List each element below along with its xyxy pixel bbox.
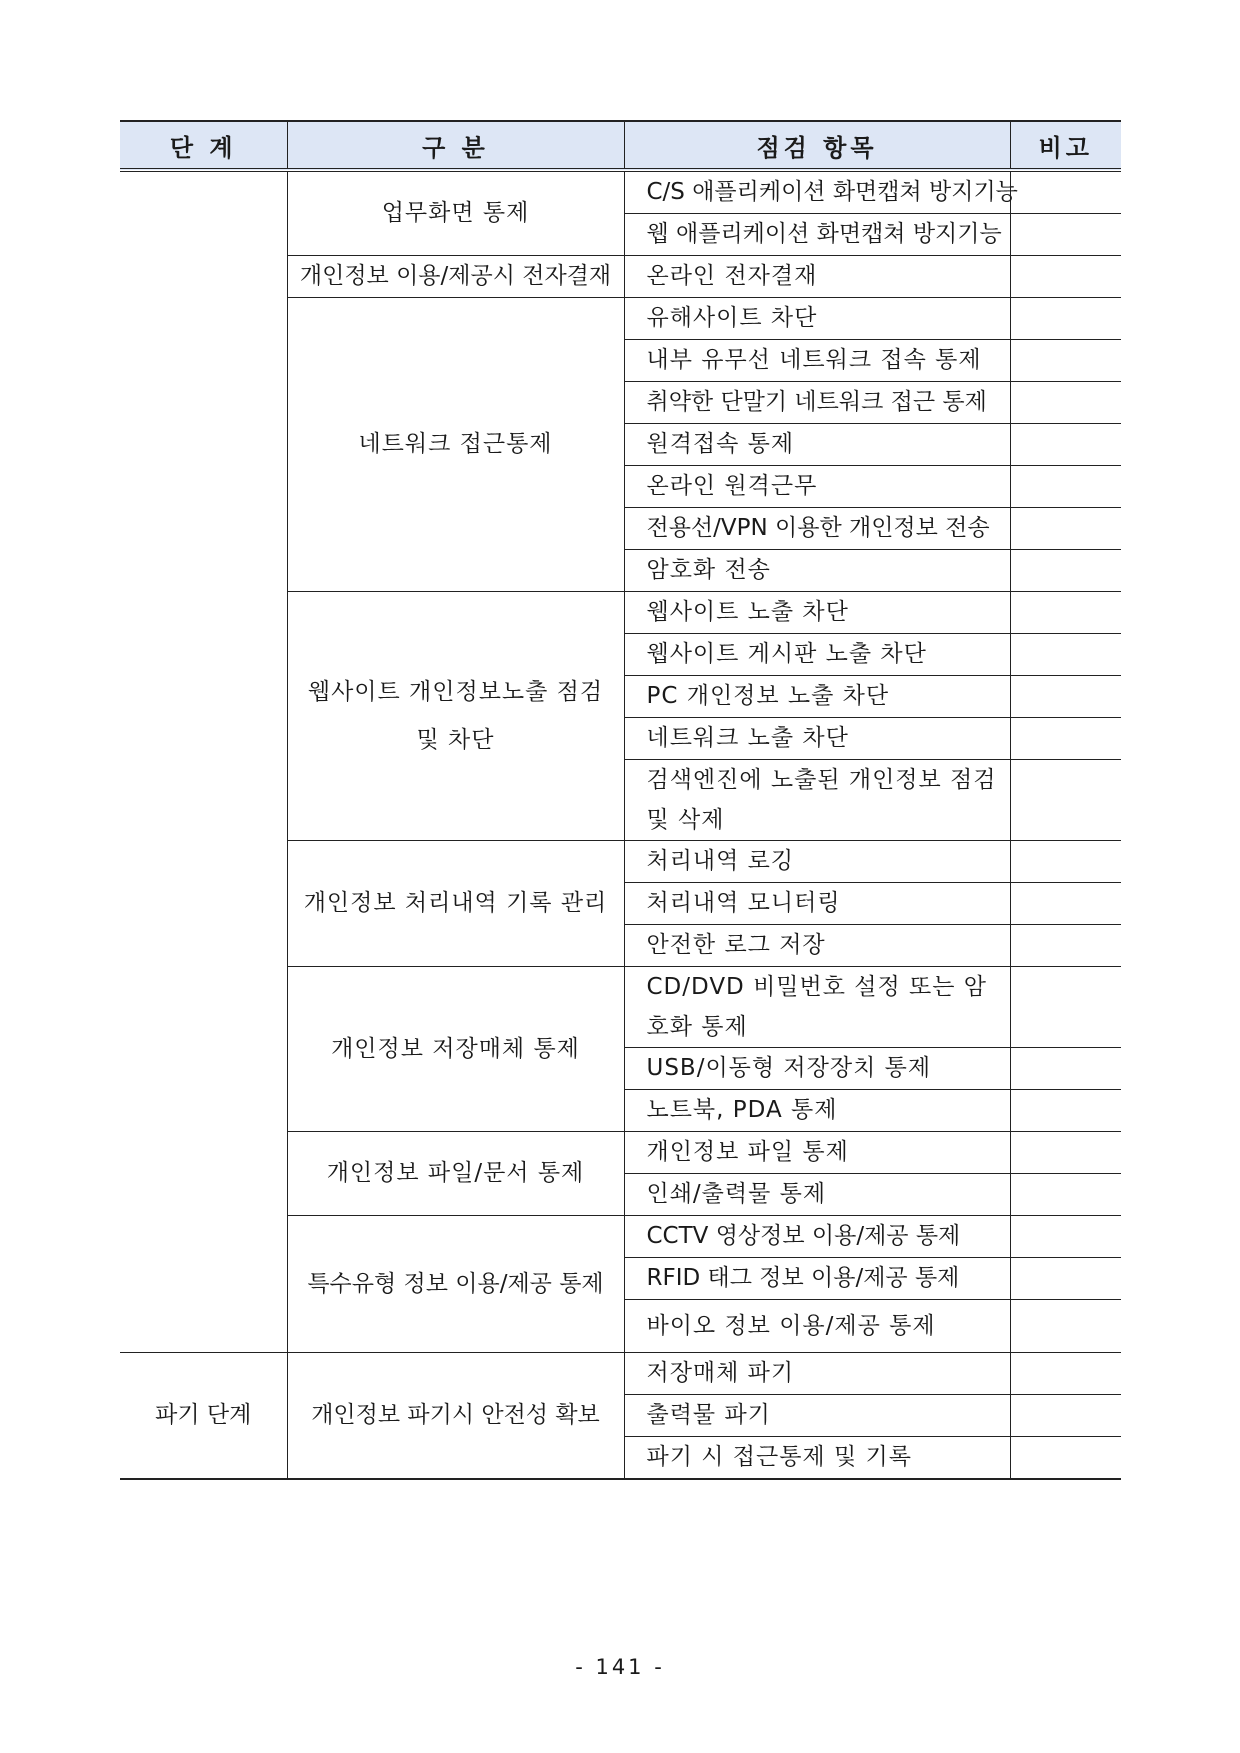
note-cell (1010, 550, 1121, 592)
note-cell (1010, 382, 1121, 424)
check-item-cell: 유해사이트 차단 (624, 298, 1010, 340)
table-row (120, 170, 1121, 214)
check-item-cell: 온라인 원격근무 (624, 466, 1010, 508)
category-cell: 개인정보 파일/문서 통제 (287, 1132, 624, 1216)
note-cell (1010, 1216, 1121, 1258)
check-item-cell: C/S 애플리케이션 화면캡쳐 방지기능 (624, 170, 1010, 214)
note-cell (1010, 1395, 1121, 1437)
note-cell (1010, 508, 1121, 550)
check-item-cell: PC 개인정보 노출 차단 (624, 676, 1010, 718)
category-cell: 개인정보 저장매체 통제 (287, 967, 624, 1132)
check-item-cell: 웹사이트 노출 차단 (624, 592, 1010, 634)
table-header-row (120, 121, 1121, 170)
check-item-cell: 내부 유무선 네트워크 접속 통제 (624, 340, 1010, 382)
check-item-cell: 온라인 전자결재 (624, 256, 1010, 298)
note-cell (1010, 1300, 1121, 1353)
note-cell (1010, 760, 1121, 841)
note-cell (1010, 967, 1121, 1048)
check-item-cell: 출력물 파기 (624, 1395, 1010, 1437)
header-note: 비고 (1010, 121, 1121, 170)
note-cell (1010, 883, 1121, 925)
check-item-cell: 취약한 단말기 네트워크 접근 통제 (624, 382, 1010, 424)
check-item-cell: 안전한 로그 저장 (624, 925, 1010, 967)
check-item-cell: 원격접속 통제 (624, 424, 1010, 466)
category-cell: 개인정보 이용/제공시 전자결재 (287, 256, 624, 298)
check-item-cell: 검색엔진에 노출된 개인정보 점검 및 삭제 (624, 760, 1010, 841)
category-cell: 개인정보 파기시 안전성 확보 (287, 1353, 624, 1480)
note-cell (1010, 340, 1121, 382)
note-cell (1010, 1258, 1121, 1300)
check-item-table (120, 120, 1121, 1480)
stage-cell (120, 170, 287, 1353)
note-cell (1010, 1132, 1121, 1174)
check-item-cell: RFID 태그 정보 이용/제공 통제 (624, 1258, 1010, 1300)
note-cell (1010, 1437, 1121, 1480)
check-item-cell: 처리내역 로깅 (624, 841, 1010, 883)
table-row (120, 1353, 1121, 1395)
header-stage: 단 계 (120, 121, 287, 170)
category-cell: 네트워크 접근통제 (287, 298, 624, 592)
note-cell (1010, 1090, 1121, 1132)
check-item-cell: 네트워크 노출 차단 (624, 718, 1010, 760)
note-cell (1010, 1353, 1121, 1395)
note-cell (1010, 256, 1121, 298)
check-item-cell: 처리내역 모니터링 (624, 883, 1010, 925)
note-cell (1010, 466, 1121, 508)
note-cell (1010, 925, 1121, 967)
note-cell (1010, 1174, 1121, 1216)
stage-cell: 파기 단계 (120, 1353, 287, 1480)
note-cell (1010, 718, 1121, 760)
check-item-cell: 인쇄/출력물 통제 (624, 1174, 1010, 1216)
category-cell: 업무화면 통제 (287, 170, 624, 256)
check-item-cell: 암호화 전송 (624, 550, 1010, 592)
check-item-cell: 노트북, PDA 통제 (624, 1090, 1010, 1132)
check-item-cell: 저장매체 파기 (624, 1353, 1010, 1395)
check-item-cell: 개인정보 파일 통제 (624, 1132, 1010, 1174)
check-item-cell: USB/이동형 저장장치 통제 (624, 1048, 1010, 1090)
check-item-cell: CCTV 영상정보 이용/제공 통제 (624, 1216, 1010, 1258)
category-cell: 개인정보 처리내역 기록 관리 (287, 841, 624, 967)
note-cell (1010, 841, 1121, 883)
note-cell (1010, 1048, 1121, 1090)
header-check-item: 점검 항목 (624, 121, 1010, 170)
note-cell (1010, 592, 1121, 634)
check-item-cell: 웹 애플리케이션 화면캡쳐 방지기능 (624, 214, 1010, 256)
check-item-cell: 파기 시 접근통제 및 기록 (624, 1437, 1010, 1480)
note-cell (1010, 634, 1121, 676)
check-item-cell: CD/DVD 비밀번호 설정 또는 암호화 통제 (624, 967, 1010, 1048)
check-item-cell: 웹사이트 게시판 노출 차단 (624, 634, 1010, 676)
check-item-cell: 전용선/VPN 이용한 개인정보 전송 (624, 508, 1010, 550)
check-item-cell: 바이오 정보 이용/제공 통제 (624, 1300, 1010, 1353)
header-category: 구 분 (287, 121, 624, 170)
note-cell (1010, 214, 1121, 256)
category-cell: 특수유형 정보 이용/제공 통제 (287, 1216, 624, 1353)
category-cell: 웹사이트 개인정보노출 점검 및 차단 (287, 592, 624, 841)
page-number: - 141 - (575, 1655, 665, 1679)
note-cell (1010, 170, 1121, 214)
note-cell (1010, 676, 1121, 718)
note-cell (1010, 424, 1121, 466)
note-cell (1010, 298, 1121, 340)
